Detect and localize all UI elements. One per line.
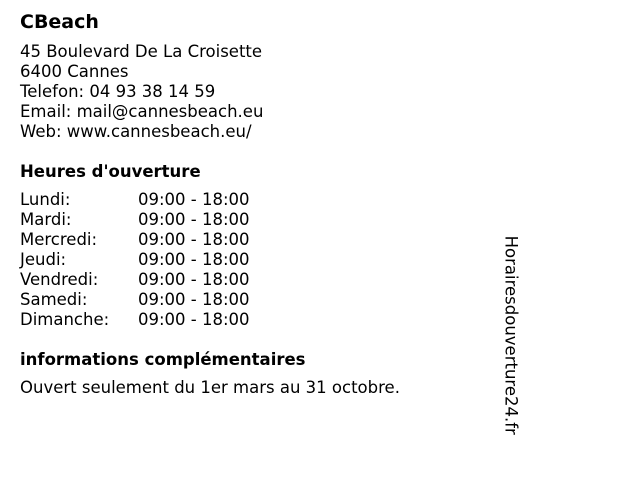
address-line-2: 6400 Cannes xyxy=(20,62,129,81)
hours-row xyxy=(20,270,250,290)
day-label: Samedi: xyxy=(20,290,88,309)
time-value: 09:00 - 18:00 xyxy=(138,210,250,229)
additional-info-heading: informations complémentaires xyxy=(20,350,306,369)
day-label: Lundi: xyxy=(20,190,71,209)
opening-hours-heading: Heures d'ouverture xyxy=(20,162,201,181)
day-label: Mercredi: xyxy=(20,230,98,249)
opening-hours-table xyxy=(20,190,250,330)
additional-info-text: Ouvert seulement du 1er mars au 31 octobre. xyxy=(20,378,400,397)
day-label: Jeudi: xyxy=(20,250,67,269)
hours-row xyxy=(20,290,250,310)
day-label: Dimanche: xyxy=(20,310,110,329)
hours-row xyxy=(20,190,250,210)
day-label: Vendredi: xyxy=(20,270,99,289)
address-line-1: 45 Boulevard De La Croisette xyxy=(20,42,263,61)
hours-row xyxy=(20,210,250,230)
contact-block xyxy=(20,42,580,142)
site-watermark: Horairesdouverture24.fr xyxy=(501,235,521,435)
time-value: 09:00 - 18:00 xyxy=(138,250,250,269)
time-value: 09:00 - 18:00 xyxy=(138,230,250,249)
day-label: Mardi: xyxy=(20,210,72,229)
time-value: 09:00 - 18:00 xyxy=(138,290,250,309)
phone-line: Telefon: 04 93 38 14 59 xyxy=(20,82,216,101)
email-line: Email: mail@cannesbeach.eu xyxy=(20,102,264,121)
time-value: 09:00 - 18:00 xyxy=(138,190,250,209)
hours-row xyxy=(20,230,250,250)
time-value: 09:00 - 18:00 xyxy=(138,310,250,329)
hours-row xyxy=(20,250,250,270)
time-value: 09:00 - 18:00 xyxy=(138,270,250,289)
web-line: Web: www.cannesbeach.eu/ xyxy=(20,122,252,141)
business-card xyxy=(20,10,580,398)
hours-row xyxy=(20,310,250,330)
business-name: CBeach xyxy=(20,11,99,33)
